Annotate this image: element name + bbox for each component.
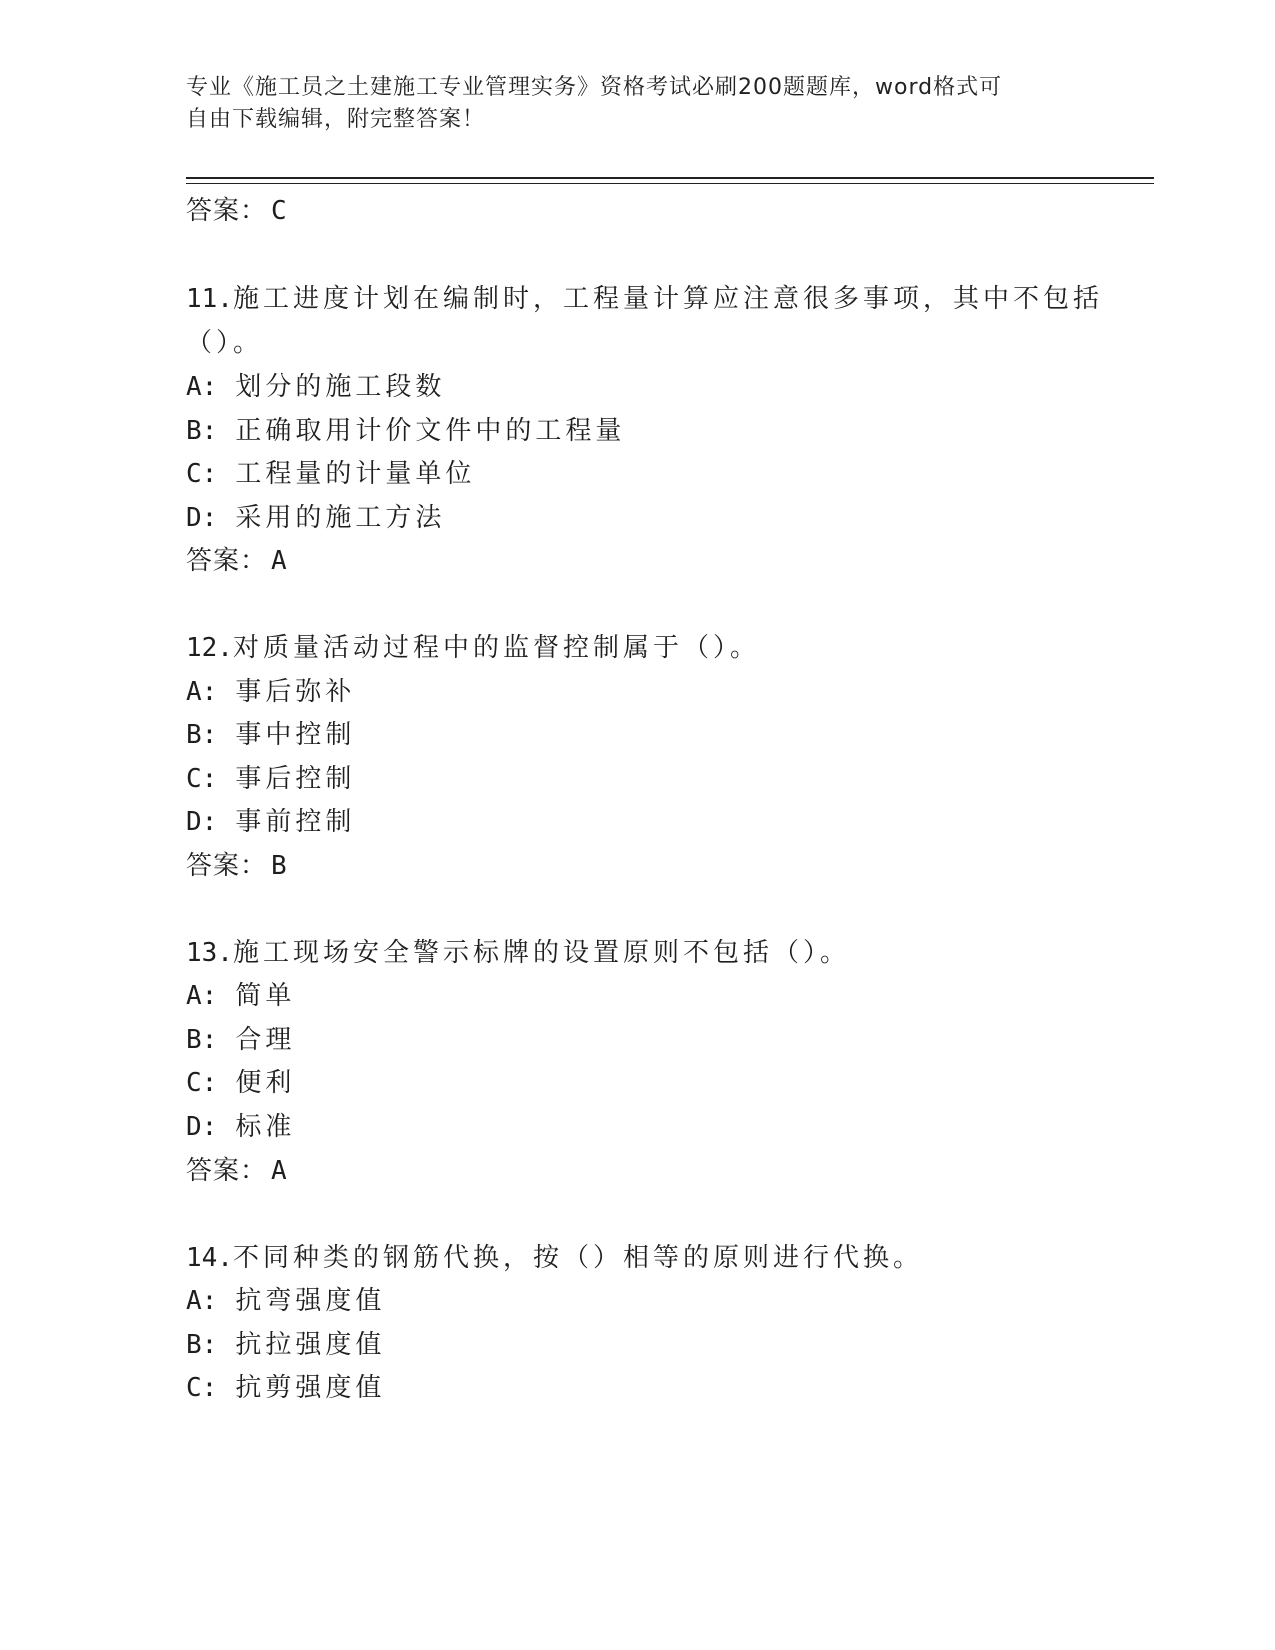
answer-label: 答案： — [186, 851, 268, 881]
option-letter: B: — [186, 1025, 218, 1055]
option-letter: C: — [186, 1068, 218, 1098]
option-letter: D: — [186, 503, 218, 533]
header-title-line-1: 专业《施工员之土建施工专业管理实务》资格考试必刷200题题库，word格式可 — [186, 75, 1003, 100]
option-text: 工程量的计量单位 — [235, 459, 476, 489]
question-number: 12. — [186, 633, 233, 663]
option-text: 事前控制 — [235, 807, 356, 837]
question-12-option-b — [186, 714, 355, 751]
option-text: 正确取用计价文件中的工程量 — [235, 416, 626, 446]
question-12-option-d — [186, 801, 355, 838]
question-text-cont: （）。 — [186, 328, 264, 358]
question-13-stem — [186, 932, 850, 969]
question-12-answer — [186, 845, 288, 882]
answer-value: C — [271, 196, 288, 226]
option-letter: D: — [186, 807, 218, 837]
prev-answer-line — [186, 190, 288, 227]
answer-value: A — [271, 1156, 288, 1186]
option-text: 抗弯强度值 — [235, 1286, 386, 1316]
question-text: 施工现场安全警示标牌的设置原则不包括（）。 — [232, 938, 850, 968]
option-text: 事后控制 — [235, 764, 356, 794]
question-14-option-c — [186, 1367, 385, 1404]
question-12-stem — [186, 627, 760, 664]
answer-value: A — [271, 546, 288, 576]
question-11-stem — [186, 278, 1103, 315]
option-text: 抗剪强度值 — [235, 1373, 386, 1403]
question-12-option-c — [186, 758, 355, 795]
answer-label: 答案： — [186, 196, 268, 226]
document-header — [186, 72, 1066, 136]
header-divider-thick — [186, 177, 1154, 179]
question-11-answer — [186, 540, 288, 577]
option-text: 简单 — [235, 981, 296, 1011]
option-letter: B: — [186, 720, 218, 750]
question-number: 13. — [186, 938, 233, 968]
question-text: 施工进度计划在编制时，工程量计算应注意很多事项，其中不包括 — [232, 284, 1103, 314]
option-letter: C: — [186, 764, 218, 794]
question-text: 对质量活动过程中的监督控制属于（）。 — [232, 633, 760, 663]
option-text: 采用的施工方法 — [235, 503, 446, 533]
question-11-option-b — [186, 410, 625, 447]
question-11-option-a — [186, 366, 445, 403]
question-14-option-a — [186, 1280, 385, 1317]
option-letter: D: — [186, 1112, 218, 1142]
option-letter: A: — [186, 372, 218, 402]
option-text: 便利 — [235, 1068, 296, 1098]
option-text: 事后弥补 — [235, 677, 356, 707]
question-11-stem-cont — [186, 322, 263, 359]
header-divider-thin — [186, 183, 1154, 184]
option-letter: C: — [186, 459, 218, 489]
option-letter: A: — [186, 1286, 218, 1316]
question-13-answer — [186, 1150, 288, 1187]
option-text: 合理 — [235, 1025, 296, 1055]
option-letter: B: — [186, 416, 218, 446]
option-text: 划分的施工段数 — [235, 372, 446, 402]
option-letter: A: — [186, 677, 218, 707]
answer-label: 答案： — [186, 546, 268, 576]
question-12-option-a — [186, 671, 355, 708]
question-number: 11. — [186, 284, 233, 314]
question-text: 不同种类的钢筋代换，按（）相等的原则进行代换。 — [232, 1243, 923, 1273]
question-11-option-c — [186, 453, 475, 490]
question-13-option-a — [186, 975, 295, 1012]
option-text: 事中控制 — [235, 720, 356, 750]
question-13-option-c — [186, 1062, 295, 1099]
question-14-option-b — [186, 1324, 385, 1361]
option-text: 标准 — [235, 1112, 296, 1142]
answer-label: 答案： — [186, 1156, 268, 1186]
option-letter: C: — [186, 1373, 218, 1403]
question-11-option-d — [186, 497, 445, 534]
answer-value: B — [271, 851, 288, 881]
option-letter: B: — [186, 1330, 218, 1360]
option-letter: A: — [186, 981, 218, 1011]
question-number: 14. — [186, 1243, 233, 1273]
question-13-option-d — [186, 1106, 295, 1143]
question-13-option-b — [186, 1019, 295, 1056]
option-text: 抗拉强度值 — [235, 1330, 386, 1360]
header-title-line-2: 自由下载编辑，附完整答案！ — [186, 107, 486, 132]
question-14-stem — [186, 1237, 923, 1274]
